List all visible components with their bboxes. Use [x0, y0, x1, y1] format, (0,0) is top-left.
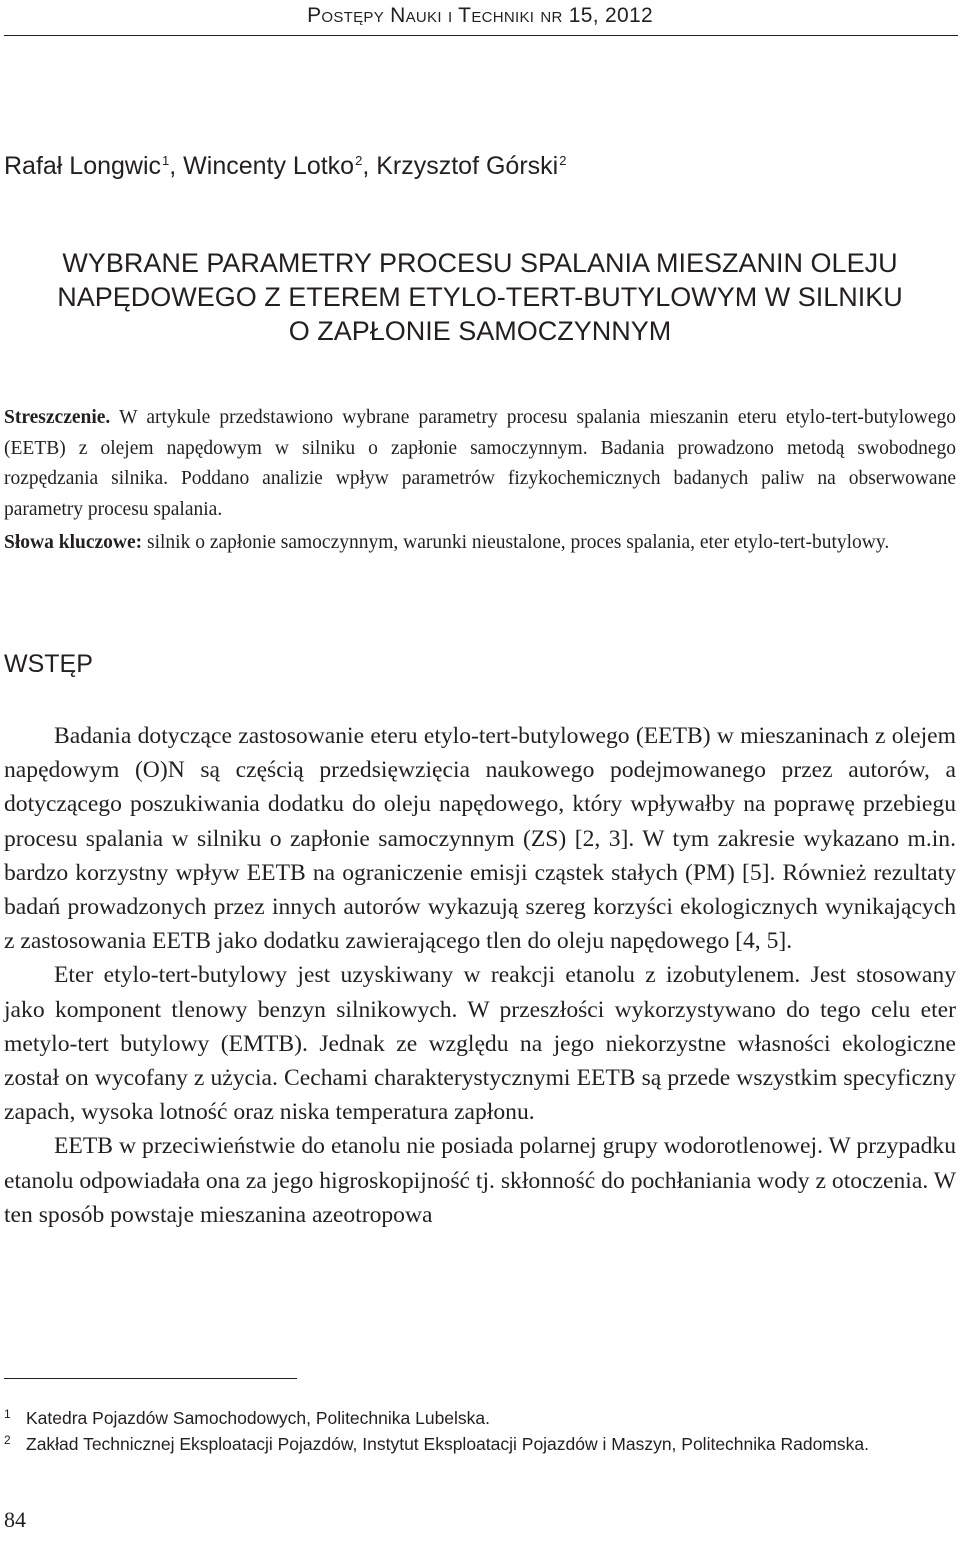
- abstract-label: Streszczenie.: [4, 407, 111, 428]
- author-affiliation-marker: 2: [559, 153, 567, 168]
- abstract-paragraph: [4, 403, 956, 525]
- author-name: Krzysztof Górski: [376, 152, 559, 180]
- title-line: NAPĘDOWEGO Z ETEREM ETYLO-TERT-BUTYLOWYM W SILNIKU: [57, 282, 903, 312]
- keywords-paragraph: [4, 528, 956, 559]
- author-name: Wincenty Lotko: [183, 152, 355, 180]
- footnote: [4, 1431, 956, 1457]
- footnote: [4, 1405, 956, 1431]
- footnote-number: 2: [4, 1433, 11, 1447]
- footnote-text: Zakład Technicznej Eksploatacji Pojazdów, Instytut Eksploatacji Pojazdów i Maszyn, Politechnika Radomska.: [26, 1434, 870, 1454]
- body-paragraph: Eter etylo-tert-butylowy jest uzyskiwany w reakcji etanolu z izobutylenem. Jest stosowany jako komponent tlenowy benzyn silnikowych. W przeszłości wykorzystywano do tego celu eter metylo-tert butylowy (EMTB). Jednak ze względu na jego niekorzystne własności ekologiczne został on wycofany z użycia. Cechami charakterystycznymi EETB są przede wszystkim specyficzny zapach, wysoka lotność oraz niska temperatura zapłonu.: [4, 962, 956, 1126]
- page-number: 84: [4, 1507, 26, 1532]
- footnote-text: Katedra Pojazdów Samochodowych, Politechnika Lubelska.: [26, 1408, 491, 1428]
- section-heading: WSTĘP: [4, 650, 93, 678]
- footnotes: [4, 1405, 956, 1457]
- footnote-rule: [4, 1378, 297, 1379]
- running-head: Postępy Nauki i Techniki nr 15, 2012: [307, 4, 653, 27]
- abstract-text: W artykule przedstawiono wybrane parametry procesu spalania mieszanin eteru etylo-tert-butylowego (EETB) z olejem napędowym w silniku o zapłonie samoczynnym. Badania prowadzono metodą swobodnego rozpędzania silnika. Poddano analizie wpływ parametrów fizykochemicznych badanych paliw na obserwowane parametry procesu spalania.: [4, 407, 956, 520]
- author-affiliation-marker: 1: [162, 153, 170, 168]
- title-line: O ZAPŁONIE SAMOCZYNNYM: [288, 316, 672, 346]
- author-separator: ,: [362, 152, 377, 180]
- keywords-label: Słowa kluczowe:: [4, 532, 143, 553]
- title-line: WYBRANE PARAMETRY PROCESU SPALANIA MIESZANIN OLEJU: [62, 248, 898, 278]
- author-separator: ,: [169, 152, 184, 180]
- header-rule: [4, 35, 958, 36]
- footnote-number: 1: [4, 1407, 11, 1421]
- body-text: [4, 719, 956, 1232]
- author-line: [4, 152, 566, 181]
- abstract: [4, 403, 956, 559]
- author-affiliation-marker: 2: [355, 153, 363, 168]
- body-paragraph: EETB w przeciwieństwie do etanolu nie posiada polarnej grupy wodorotlenowej. W przypadku etanolu odpowiadała ona za jego higroskopijność tj. skłonność do pochłaniania wody z otoczenia. W ten sposób powstaje mieszanina azeotropowa: [4, 1133, 956, 1228]
- author-name: Rafał Longwic: [4, 152, 162, 180]
- keywords-text: silnik o zapłonie samoczynnym, warunki nieustalone, proces spalania, eter etylo-tert-butylowy.: [142, 532, 890, 553]
- article-title: [4, 246, 956, 348]
- body-paragraph: Badania dotyczące zastosowanie eteru etylo-tert-butylowego (EETB) w mieszaninach z olejem napędowym (O)N są częścią przedsięwzięcia naukowego podejmowanego przez autorów, a dotyczącego poszukiwania dodatku do oleju napędowego, który wpływałby na poprawę przebiegu procesu spalania w silniku o zapłonie samoczynnym (ZS) [2, 3]. W tym zakresie wykazano m.in. bardzo korzystny wpływ EETB na ograniczenie emisji cząstek stałych (PM) [5]. Również rezultaty badań prowadzonych przez innych autorów wykazują szereg korzyści ekologicznych wynikających z zastosowania EETB jako dodatku zawierającego tlen do oleju napędowego [4, 5].: [4, 723, 956, 955]
